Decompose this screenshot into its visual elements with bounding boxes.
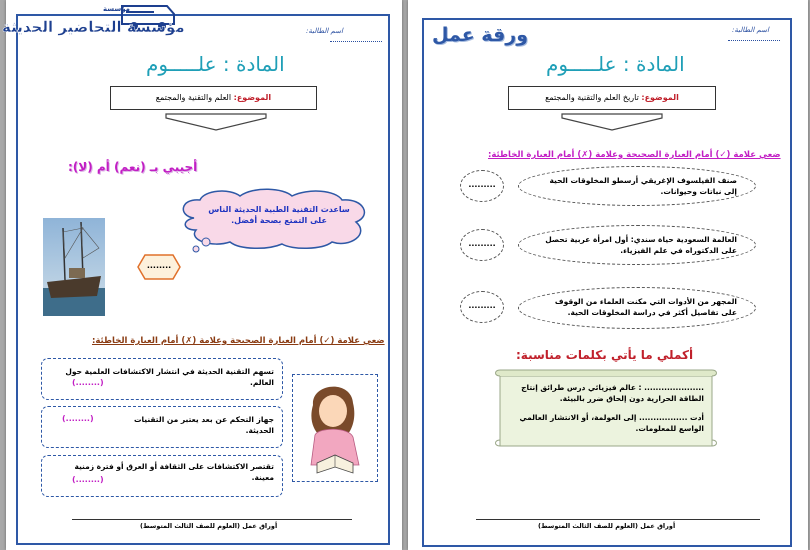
statement-box-2 xyxy=(41,406,283,448)
right-page xyxy=(408,0,808,550)
student-name-line xyxy=(728,40,780,41)
footer-divider xyxy=(476,519,760,520)
student-name-label: اسم الطالبة: xyxy=(732,26,770,34)
student-name-label: اسم الطالبة: xyxy=(306,27,344,35)
statement-oval-2 xyxy=(518,225,756,265)
answer-blank: ......... xyxy=(468,301,496,310)
statement-answer[interactable]: (........) xyxy=(72,378,104,387)
statement-box-1 xyxy=(41,358,283,400)
statement-text: المجهر من الأدوات التي مكنت العلماء من الوقوف على تفاصيل أكثر في دراسة المخلوقات الحية. xyxy=(554,297,737,317)
statement-answer[interactable]: (........) xyxy=(72,475,104,484)
footer-text: أوراق عمل (العلوم للصف الثالث المتوسط) xyxy=(538,522,676,530)
logo xyxy=(2,2,185,42)
cloud-text: ساعدت التقنية الطبية الحديثة الناس على التمتع بصحة أفضل. xyxy=(208,205,350,225)
topic-label: الموضوع: xyxy=(641,93,679,102)
left-page xyxy=(2,0,402,550)
footer-text: أوراق عمل (العلوم للصف الثالث المتوسط) xyxy=(140,522,278,530)
answer-blank: ......... xyxy=(468,180,496,189)
logo-top-label: مؤسسة xyxy=(103,5,130,13)
statement-text: صنف الفيلسوف الإغريقي أرسطو المخلوقات الحية إلى نباتات وحيوانات. xyxy=(549,176,737,196)
ship-image xyxy=(43,218,105,316)
statement-oval-1 xyxy=(518,166,756,206)
logo-text: مؤسسة التحاضير الحديثة xyxy=(2,18,185,36)
topic-label: الموضوع: xyxy=(233,93,272,102)
complete-item-1: ..................... : عالم فيزيائي درس طرائق إنتاج الطاقة الحرارية دون إلحاق ضرر بالبيئة. xyxy=(521,383,704,403)
worksheet-title: ورقة عمل xyxy=(432,24,529,46)
answer-hexagon[interactable] xyxy=(137,254,181,280)
topic-value: تاريخ العلم والتقنية والمجتمع xyxy=(545,93,639,102)
answer-oval-3[interactable] xyxy=(460,291,504,323)
topic-box xyxy=(110,86,317,110)
complete-title: أكملي ما يأتي بكلمات مناسبة: xyxy=(516,348,694,362)
answer-blank: ......... xyxy=(468,239,496,248)
statement-text: جهاز التحكم عن بعد يعتبر من التقنيات الحديثة. xyxy=(133,415,274,435)
reading-girl-illustration xyxy=(292,374,378,482)
statement-text: تسهم التقنية الحديثة في انتشار الاكتشافات العلمية حول العالم. xyxy=(65,367,274,387)
instruction-text: ضعي علامة (✓) أمام العبارة الصحيحة وعلامة (✗) أمام العبارة الخاطئة: xyxy=(92,336,385,346)
subject-title: المادة : علـــــوم xyxy=(546,52,685,76)
complete-item-2: أدت ................. إلى العولمة، أو الانتشار العالمي الواسع للمعلومات. xyxy=(519,413,704,433)
cloud-tail-icon xyxy=(186,236,216,256)
hexagon-answer: ........ xyxy=(146,261,172,270)
statement-answer[interactable]: (........) xyxy=(62,414,94,423)
scroll-shape-icon xyxy=(494,368,718,450)
down-arrow-icon xyxy=(552,112,672,132)
topic-value: العلم والتقنية والمجتمع xyxy=(155,93,232,102)
statement-text: تقتصر الاكتشافات على الثقافة أو العرق أو فترة زمنية معينة. xyxy=(74,462,274,482)
instruction-text: ضعي علامة (✓) أمام العبارة الصحيحة وعلامة (✗) أمام العبارة الخاطئة: xyxy=(488,150,781,160)
scroll-box xyxy=(494,368,718,450)
footer-divider xyxy=(72,519,352,520)
subject-title: المادة : علـــــوم xyxy=(146,52,285,76)
yes-no-title: أجيبي بـ (نعم) أم (لا): xyxy=(68,160,198,174)
statement-oval-3 xyxy=(518,287,756,329)
answer-oval-1[interactable] xyxy=(460,170,504,202)
answer-oval-2[interactable] xyxy=(460,229,504,261)
ship-photo xyxy=(43,218,105,316)
down-arrow-icon xyxy=(156,112,276,132)
student-name-line xyxy=(330,41,382,42)
reading-girl-icon xyxy=(293,375,377,481)
statement-box-3 xyxy=(41,455,283,497)
topic-box xyxy=(508,86,716,110)
statement-text: العالمة السعودية حياة سندي: أول امرأة عربية تحصل على الدكتوراه في علم الفيزياء. xyxy=(545,235,737,255)
